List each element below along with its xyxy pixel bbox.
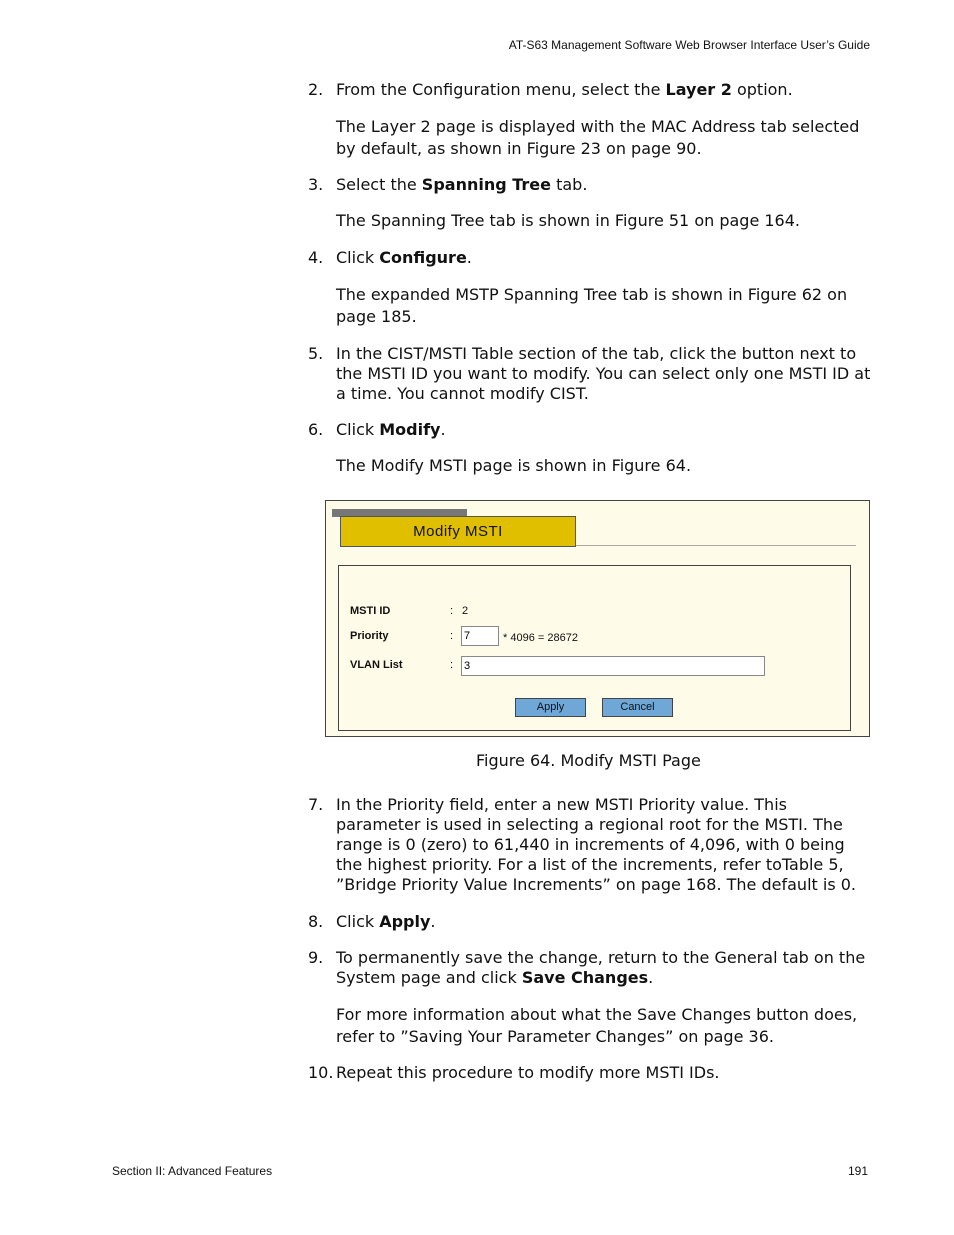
running-header: AT-S63 Management Software Web Browser Interface User’s Guide xyxy=(508,38,870,52)
step-9-note: For more information about what the Save Changes button does, refer to ”Saving Your Parameter Changes” on page 36. xyxy=(336,1005,858,1046)
modify-msti-screenshot xyxy=(325,500,870,737)
priority-input[interactable] xyxy=(461,626,499,646)
msti-id-label: MSTI ID xyxy=(350,605,391,617)
step-4-note: The expanded MSTP Spanning Tree tab is shown in Figure 62 on page 185. xyxy=(336,285,848,326)
priority-separator: : xyxy=(450,630,454,642)
step-text: From the Configuration menu, select the Layer 2 option. xyxy=(336,80,793,99)
modify-msti-form xyxy=(338,565,851,731)
cancel-button[interactable]: Cancel xyxy=(602,698,673,717)
step-text: Repeat this procedure to modify more MSTI IDs. xyxy=(336,1063,720,1082)
footer-section: Section II: Advanced Features xyxy=(112,1164,273,1178)
modify-msti-title: Modify MSTI xyxy=(413,523,503,540)
step-number: 10. xyxy=(308,1063,334,1082)
step-text: Select the Spanning Tree tab. xyxy=(336,175,588,194)
msti-id-separator: : xyxy=(450,605,454,617)
step-number: 7. xyxy=(308,795,324,814)
step-number: 6. xyxy=(308,420,324,439)
step-number: 9. xyxy=(308,948,324,967)
msti-id-value: 2 xyxy=(462,605,469,617)
footer-page-number: 191 xyxy=(847,1164,868,1178)
step-text: To permanently save the change, return to the General tab on the System page and click Save Changes. xyxy=(336,948,866,987)
step-2-note: The Layer 2 page is displayed with the MAC Address tab selected by default, as shown in Figure 23 on page 90. xyxy=(336,117,860,158)
step-6-note: The Modify MSTI page is shown in Figure 64. xyxy=(336,456,692,475)
step-number: 2. xyxy=(308,80,324,99)
step-number: 4. xyxy=(308,248,324,267)
title-divider xyxy=(576,545,856,546)
step-text: Click Modify. xyxy=(336,420,446,439)
vlan-list-label: VLAN List xyxy=(350,659,403,671)
step-text: Click Apply. xyxy=(336,912,436,931)
vlan-list-separator: : xyxy=(450,659,454,671)
figure-caption: Figure 64. Modify MSTI Page xyxy=(476,751,701,770)
modify-msti-title-bar xyxy=(340,516,576,547)
priority-calculation: * 4096 = 28672 xyxy=(503,632,578,644)
step-number: 3. xyxy=(308,175,324,194)
step-text: In the Priority field, enter a new MSTI Priority value. This parameter is used in selecting a regional root for the MSTI. The range is 0 (zero) to 61,440 in increments of 4,096, with 0 being the highest priority. For a list of the increments, refer toTable 5, ”Bridge Priority Value Increments” on page 168. The default is 0. xyxy=(336,795,856,894)
apply-button[interactable]: Apply xyxy=(515,698,586,717)
step-3-note: The Spanning Tree tab is shown in Figure 51 on page 164. xyxy=(336,211,800,230)
vlan-list-input[interactable] xyxy=(461,656,765,676)
step-text: Click Configure. xyxy=(336,248,472,267)
priority-label: Priority xyxy=(350,630,389,642)
step-text: In the CIST/MSTI Table section of the tab, click the button next to the MSTI ID you want to modify. You can select only one MSTI ID at a time. You cannot modify CIST. xyxy=(336,344,871,403)
step-number: 8. xyxy=(308,912,324,931)
step-number: 5. xyxy=(308,344,324,363)
